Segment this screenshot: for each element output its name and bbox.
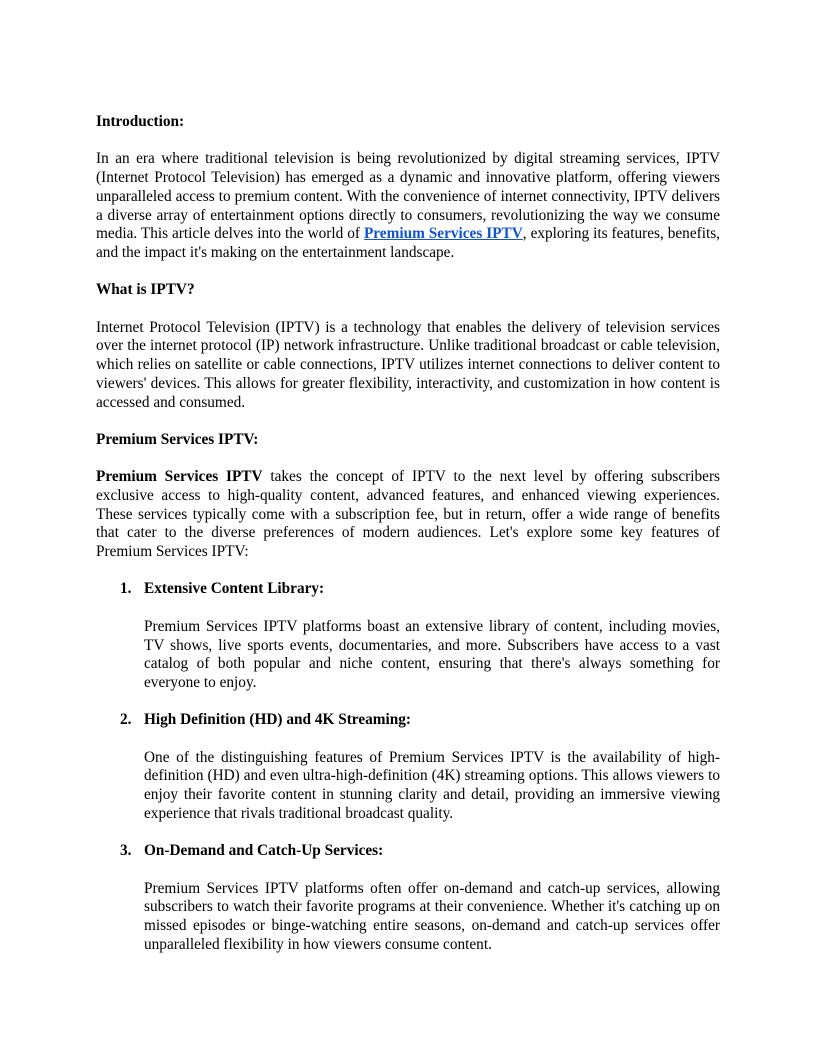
spacer	[144, 861, 720, 880]
introduction-text-start: In an era where traditional television is being revolutionized by digital streaming services, IPTV (Internet Protocol Television) has emerged as a dynamic and innovative platform, offering viewers unparalleled access to premium content. With the convenience of internet connectivity, IPTV delivers a diverse array of entertainment options directly to consumers, revolutionizing the way we consume media. This article delves into the world of	[96, 150, 720, 243]
list-item-title: On-Demand and Catch-Up Services:	[144, 842, 384, 860]
list-item	[96, 711, 720, 823]
introduction-text-end: , exploring its features, benefits, and the impact it's making on the entertainment landscape.	[96, 225, 720, 261]
list-item-text: Premium Services IPTV platforms boast an extensive library of content, including movies, TV shows, live sports events, documentaries, and more. Subscribers have access to a vast catalog of both popular and niche content, ensuring that there's always something for everyone to enjoy.	[144, 617, 720, 691]
list-item-title: Extensive Content Library:	[144, 580, 325, 598]
features-list	[96, 580, 720, 954]
premium-services-bold-term: Premium Services IPTV	[96, 468, 263, 486]
what-is-iptv-heading: What is IPTV?	[96, 281, 195, 299]
spacer	[96, 412, 720, 431]
list-item	[96, 580, 720, 692]
list-item	[96, 842, 720, 954]
list-item-number: 1.	[120, 580, 132, 598]
list-item-number: 2.	[120, 711, 132, 729]
spacer	[96, 450, 720, 469]
list-item-title: High Definition (HD) and 4K Streaming:	[144, 711, 412, 729]
spacer	[144, 730, 720, 749]
list-item-number: 3.	[120, 842, 132, 860]
list-item-text: One of the distinguishing features of Premium Services IPTV is the availability of high-definition (HD) and even ultra-high-definition (4K) streaming options. This allows viewers to enjoy their favorite content in stunning clarity and detail, providing an immersive viewing experience that rivals traditional broadcast quality.	[144, 748, 720, 822]
list-item-text: Premium Services IPTV platforms often offer on-demand and catch-up services, allowing subscribers to watch their favorite programs at their convenience. Whether it's catching up on missed episodes or binge-watching entire seasons, on-demand and catch-up services offer unparalleled flexibility in how viewers consume content.	[144, 879, 720, 953]
spacer	[96, 132, 720, 151]
premium-services-iptv-link[interactable]: Premium Services IPTV	[363, 225, 523, 243]
introduction-heading: Introduction:	[96, 113, 185, 130]
premium-services-heading: Premium Services IPTV:	[96, 430, 259, 448]
spacer	[96, 562, 720, 581]
spacer	[144, 599, 720, 618]
introduction-paragraph	[96, 150, 720, 262]
premium-services-paragraph	[96, 468, 720, 562]
document-page	[96, 113, 720, 954]
spacer	[96, 300, 720, 319]
spacer	[96, 824, 720, 843]
what-is-iptv-paragraph: Internet Protocol Television (IPTV) is a technology that enables the delivery of television services over the internet protocol (IP) network infrastructure. Unlike traditional broadcast or cable television, which relies on satellite or cable connections, IPTV utilizes internet connections to deliver content to viewers' devices. This allows for greater flexibility, interactivity, and customization in how content is accessed and consumed.	[96, 318, 720, 411]
spacer	[96, 693, 720, 712]
premium-services-text: takes the concept of IPTV to the next level by offering subscribers exclusive access to high-quality content, advanced features, and enhanced viewing experiences. These services typically come with a subscription fee, but in return, offer a wide range of benefits that cater to the diverse preferences of modern audiences. Let's explore some key features of Premium Services IPTV:	[96, 468, 720, 561]
spacer	[96, 263, 720, 282]
